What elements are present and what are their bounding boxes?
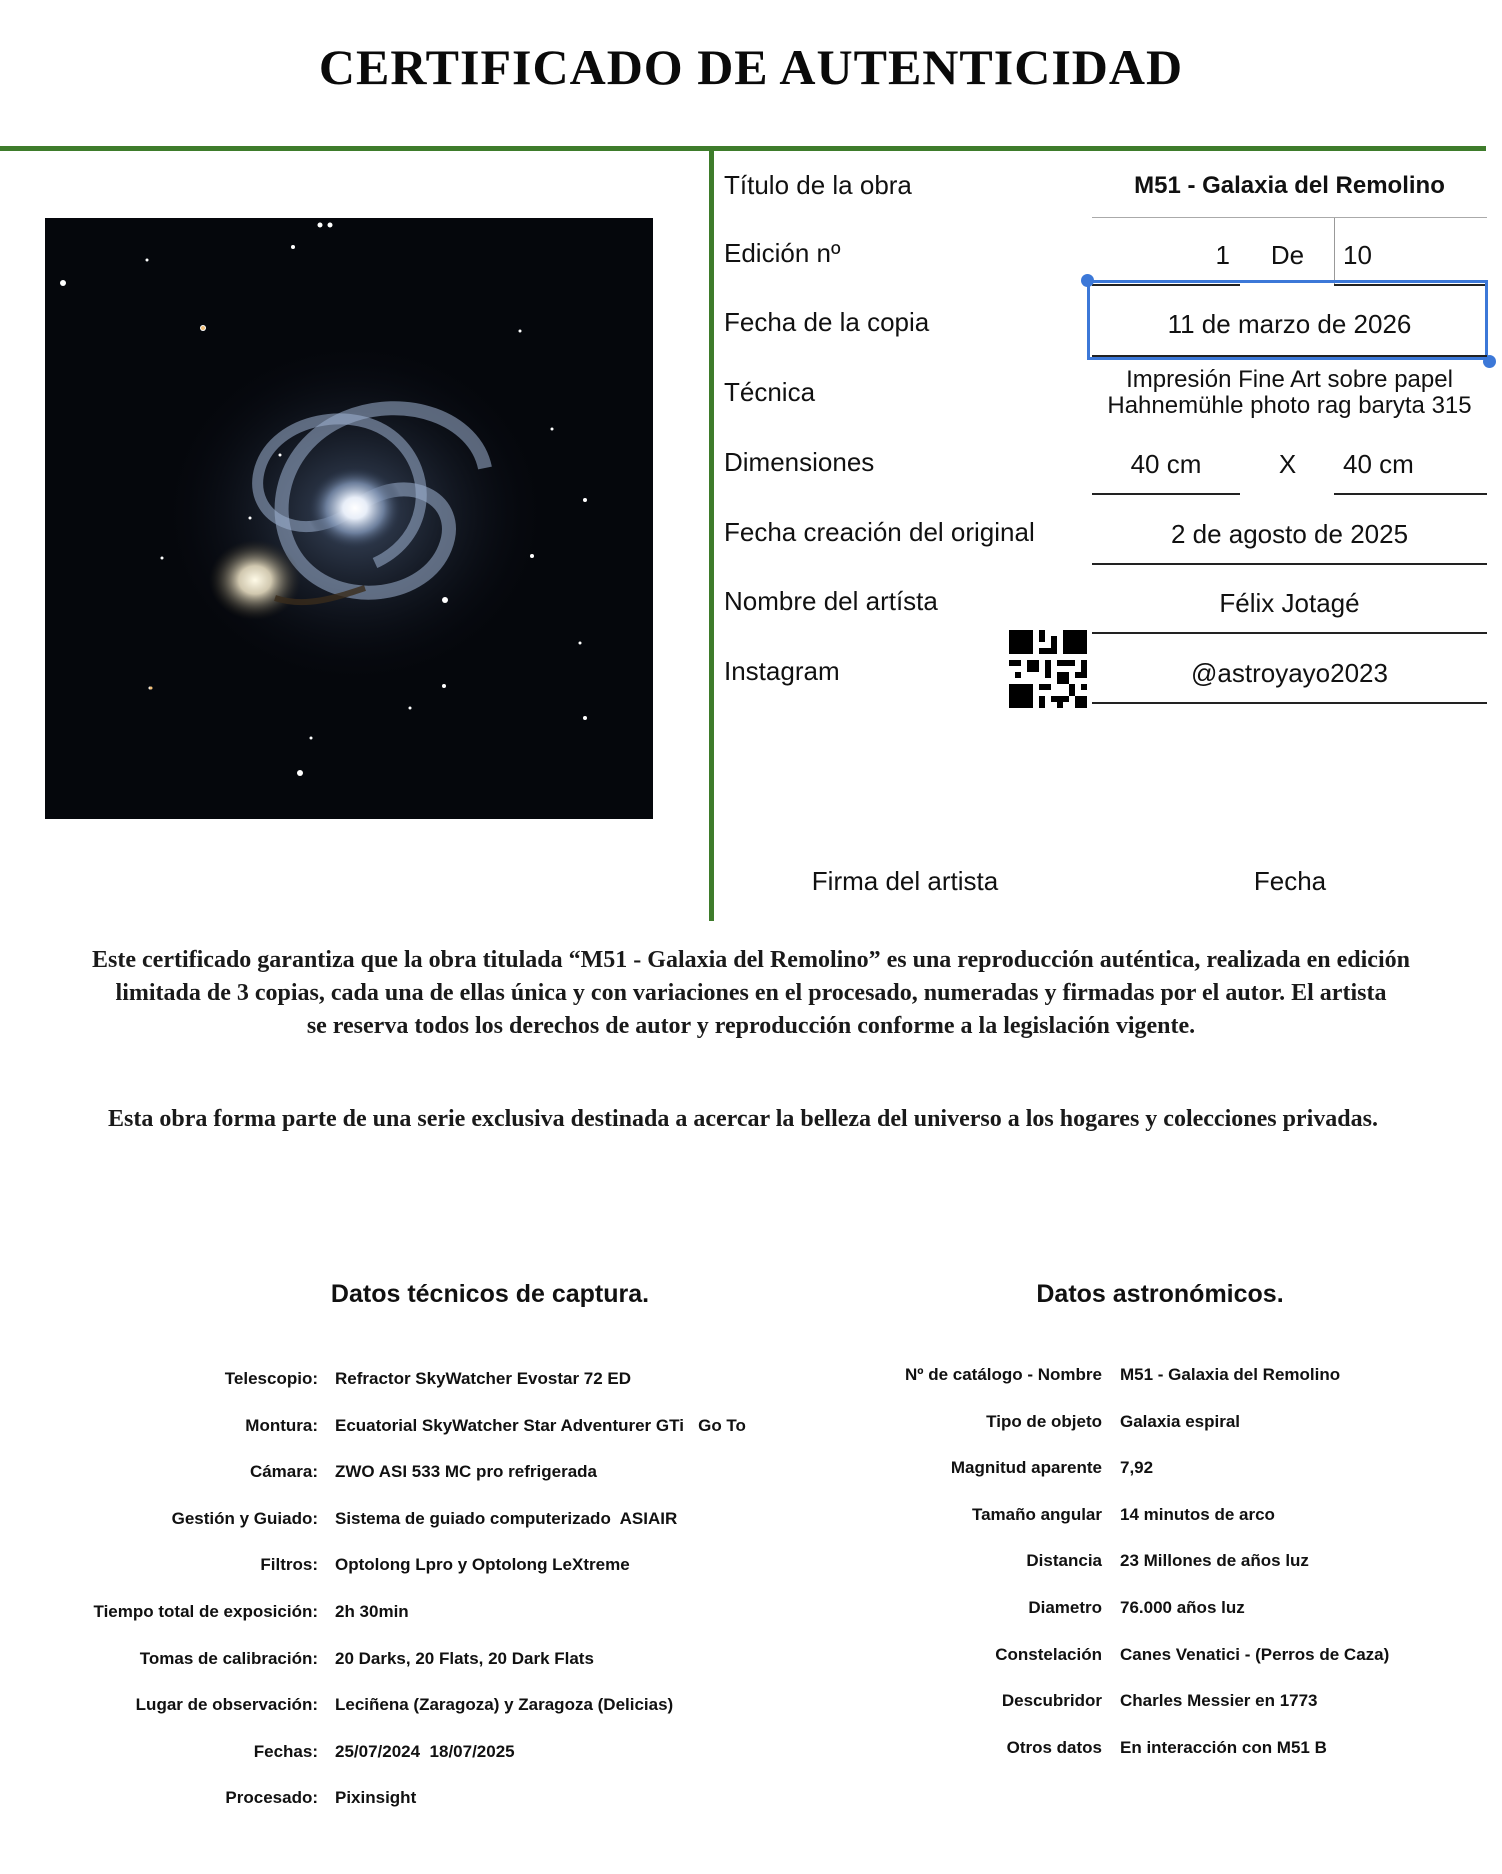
edicion-de: De <box>1270 240 1305 270</box>
fecha-copia-underline <box>1092 355 1487 357</box>
dimension-underline-right <box>1334 493 1487 495</box>
tecnica-line-2: Hahnemühle photo rag baryta 315 <box>1107 392 1472 419</box>
edicion-divider <box>1334 218 1335 286</box>
astro-row-value: Galaxia espiral <box>1120 1411 1241 1431</box>
astro-row-value: M51 - Galaxia del Remolino <box>1120 1365 1341 1384</box>
tecnica-value <box>1092 367 1487 419</box>
astro-row-key: Distancia <box>1026 1551 1102 1571</box>
astro-row-value: Charles Messier en 1773 <box>1120 1691 1318 1711</box>
tech-row-value: Sistema de guiado computerizado ASIAIR <box>335 1508 678 1528</box>
galaxy-image <box>45 218 653 819</box>
artista-label: Nombre del artísta <box>724 586 938 616</box>
dimension-x: X <box>1278 449 1297 479</box>
edicion-number[interactable]: 1 <box>1215 240 1230 270</box>
astro-row-value: 76.000 años luz <box>1120 1598 1245 1617</box>
astro-section-title: Datos astronómicos. <box>1036 1280 1284 1308</box>
certificate-title: CERTIFICADO DE AUTENTICIDAD <box>318 39 1184 95</box>
artista-value[interactable]: Félix Jotagé <box>1219 588 1360 618</box>
description-line-3: se reserva todos los derechos de autor y reproducción conforme a la legislación vigente. <box>306 1013 1196 1039</box>
edicion-label: Edición nº <box>724 238 841 268</box>
artista-underline <box>1092 632 1487 634</box>
tech-row-key: Telescopio: <box>224 1369 318 1388</box>
tech-row-value: ZWO ASI 533 MC pro refrigerada <box>335 1462 597 1482</box>
dimensiones-label: Dimensiones <box>724 447 875 477</box>
edicion-top-line <box>1092 217 1487 218</box>
tech-row-key: Lugar de observación: <box>135 1695 318 1715</box>
astro-row-key: Descubridor <box>1001 1691 1102 1711</box>
fecha-creacion-value[interactable]: 2 de agosto de 2025 <box>1170 519 1409 549</box>
tech-row-value: Refractor SkyWatcher Evostar 72 ED <box>335 1369 632 1388</box>
firma-label: Firma del artista <box>811 866 999 896</box>
astro-row-key: Diametro <box>1028 1598 1102 1617</box>
edicion-total[interactable]: 10 <box>1343 240 1372 270</box>
tech-row-value: Ecuatorial SkyWatcher Star Adventurer GTi Go To <box>335 1415 746 1435</box>
dimension-width[interactable]: 40 cm <box>1130 449 1202 479</box>
fecha-copia-label: Fecha de la copia <box>724 307 930 337</box>
tech-row-value: Optolong Lpro y Optolong LeXtreme <box>335 1555 630 1575</box>
instagram-underline <box>1092 702 1487 704</box>
green-divider-vertical <box>709 151 714 921</box>
tech-row-key: Gestión y Guiado: <box>171 1508 318 1528</box>
qr-code-icon[interactable] <box>1009 630 1087 708</box>
fecha-creacion-underline <box>1092 563 1487 565</box>
instagram-value[interactable]: @astroyayo2023 <box>1191 658 1388 688</box>
fecha-firma-label: Fecha <box>1253 866 1327 896</box>
astro-row-key: Tipo de objeto <box>986 1411 1102 1431</box>
green-divider-horizontal <box>0 146 1486 151</box>
astro-row-key: Tamaño angular <box>971 1504 1102 1524</box>
astro-row-key: Magnitud aparente <box>950 1458 1102 1478</box>
astro-row-value: En interacción con M51 B <box>1120 1737 1327 1757</box>
tech-row-value: 20 Darks, 20 Flats, 20 Dark Flats <box>335 1648 594 1668</box>
astro-row-value: Canes Venatici - (Perros de Caza) <box>1120 1644 1390 1664</box>
titulo-label: Título de la obra <box>724 170 912 200</box>
tech-row-key: Montura: <box>245 1415 318 1435</box>
tech-row-key: Procesado: <box>225 1788 318 1808</box>
astro-row-key: Constelación <box>995 1644 1102 1664</box>
fecha-creacion-label: Fecha creación del original <box>724 517 1035 547</box>
tecnica-line-1: Impresión Fine Art sobre papel <box>1126 366 1453 393</box>
astro-row-key: Nº de catálogo - Nombre <box>904 1365 1102 1384</box>
galaxy-photo <box>45 218 653 819</box>
tech-row-value: Pixinsight <box>335 1788 417 1808</box>
astro-row-value: 7,92 <box>1120 1458 1154 1478</box>
instagram-label: Instagram <box>724 656 840 686</box>
astro-row-key: Otros datos <box>1006 1737 1102 1757</box>
astro-row-value: 23 Millones de años luz <box>1120 1551 1309 1571</box>
dimension-height[interactable]: 40 cm <box>1343 449 1414 479</box>
tech-row-value: Leciñena (Zaragoza) y Zaragoza (Delicias) <box>335 1695 674 1715</box>
tech-row-value: 25/07/2024 18/07/2025 <box>335 1741 515 1761</box>
dimension-underline-left <box>1092 493 1240 495</box>
description-line-2: limitada de 3 copias, cada una de ellas única y con variaciones en el procesado, numeradas y firmadas por el autor. El artista <box>115 980 1387 1006</box>
tecnica-label: Técnica <box>724 377 816 407</box>
fecha-copia-value[interactable]: 11 de marzo de 2026 <box>1167 309 1412 339</box>
tech-row-key: Tomas de calibración: <box>139 1648 318 1668</box>
titulo-value: M51 - Galaxia del Remolino <box>1134 172 1445 199</box>
tech-row-key: Fechas: <box>253 1741 318 1761</box>
tech-row-key: Filtros: <box>260 1555 318 1575</box>
certificate-description <box>0 944 1502 1043</box>
astro-row-value: 14 minutos de arco <box>1120 1504 1275 1524</box>
resize-handle-top-left[interactable] <box>1081 274 1094 287</box>
tech-row-key: Cámara: <box>249 1462 318 1482</box>
tech-row-value: 2h 30min <box>335 1602 409 1621</box>
tech-row-key: Tiempo total de exposición: <box>93 1602 318 1621</box>
description-line-1: Este certificado garantiza que la obra titulada “M51 - Galaxia del Remolino” es una reproducción auténtica, realizada en edición <box>92 947 1410 973</box>
series-statement: Esta obra forma parte de una serie exclusiva destinada a acercar la belleza del universo a los hogares y colecciones privadas. <box>108 1106 1378 1132</box>
tech-section-title: Datos técnicos de captura. <box>330 1280 650 1308</box>
